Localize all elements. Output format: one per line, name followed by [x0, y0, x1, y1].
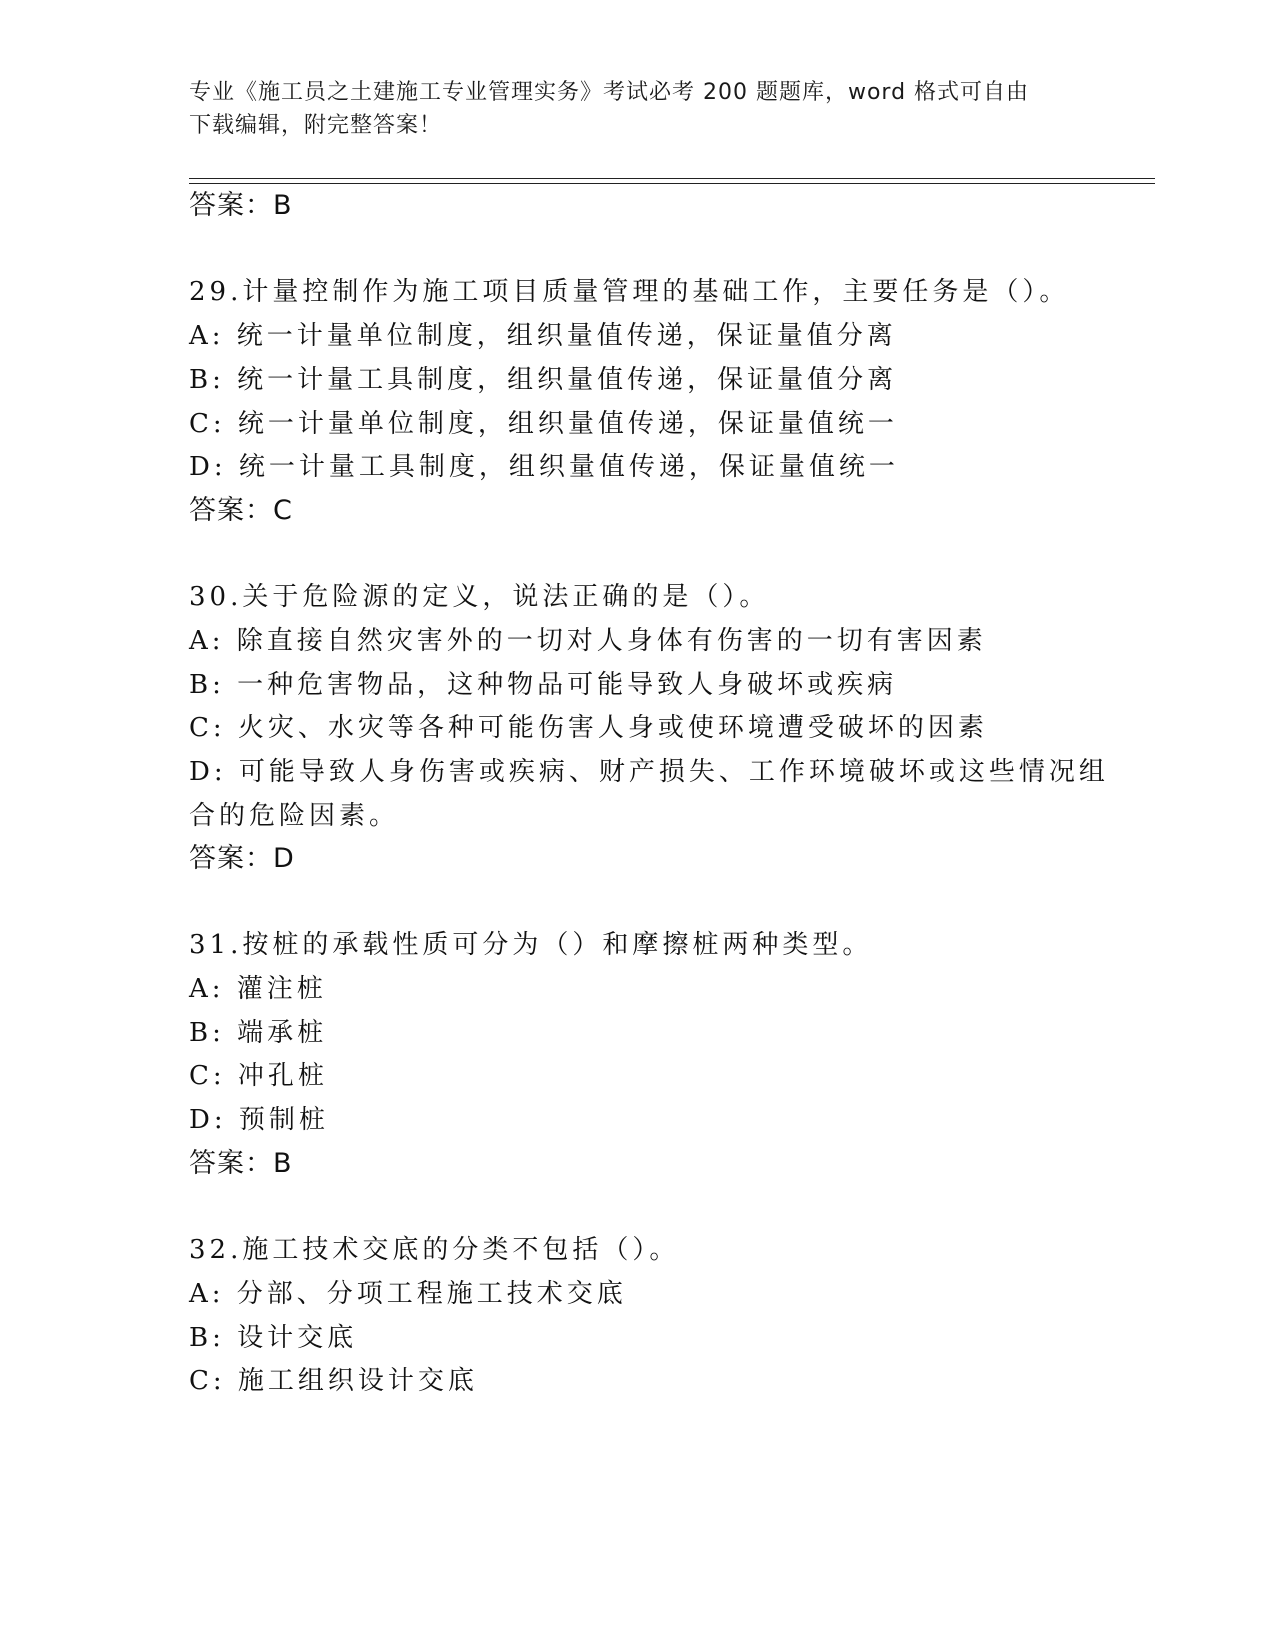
answer-31: 答案：B	[189, 1148, 293, 1179]
question-32-option-b: B: 设计交底	[189, 1323, 358, 1353]
question-29-option-d: D: 统一计量工具制度，组织量值传递，保证量值统一	[189, 452, 899, 482]
question-32-option-a: A: 分部、分项工程施工技术交底	[189, 1279, 627, 1309]
question-29-text: 29.计量控制作为施工项目质量管理的基础工作，主要任务是（）。	[189, 277, 1070, 307]
answer-28: 答案：B	[189, 190, 293, 221]
document-header	[189, 76, 1089, 142]
question-31-option-a: A: 灌注桩	[189, 974, 327, 1004]
header-line-1: 专业《施工员之土建施工专业管理实务》考试必考 200 题题库，word 格式可自由	[189, 80, 1030, 105]
question-30-option-c: C: 火灾、水灾等各种可能伤害人身或使环境遭受破坏的因素	[189, 713, 988, 743]
question-30-option-b: B: 一种危害物品，这种物品可能导致人身破坏或疾病	[189, 670, 898, 700]
question-29-option-b: B: 统一计量工具制度，组织量值传递，保证量值分离	[189, 365, 898, 395]
question-31-option-d: D: 预制桩	[189, 1105, 329, 1135]
question-31-option-b: B: 端承桩	[189, 1018, 328, 1048]
question-32-text: 32.施工技术交底的分类不包括（）。	[189, 1235, 680, 1265]
question-32-option-c: C: 施工组织设计交底	[189, 1366, 478, 1396]
answer-30: 答案：D	[189, 843, 295, 874]
question-30-option-d-continued: 合的危险因素。	[189, 801, 400, 831]
question-29-option-c: C: 统一计量单位制度，组织量值传递，保证量值统一	[189, 409, 898, 439]
header-divider-bottom	[189, 183, 1155, 184]
question-30-option-d: D: 可能导致人身伤害或疾病、财产损失、工作环境破坏或这些情况组	[189, 757, 1109, 787]
question-31-option-c: C: 冲孔桩	[189, 1061, 328, 1091]
answer-29: 答案：C	[189, 495, 293, 526]
question-30-option-a: A: 除直接自然灾害外的一切对人身体有伤害的一切有害因素	[189, 626, 987, 656]
header-divider-top	[189, 178, 1155, 179]
question-31-text: 31.按桩的承载性质可分为（）和摩擦桩两种类型。	[189, 930, 873, 960]
question-30-text: 30.关于危险源的定义，说法正确的是（）。	[189, 582, 770, 612]
question-29-option-a: A: 统一计量单位制度，组织量值传递，保证量值分离	[189, 321, 897, 351]
header-line-2: 下载编辑，附完整答案！	[189, 113, 443, 138]
